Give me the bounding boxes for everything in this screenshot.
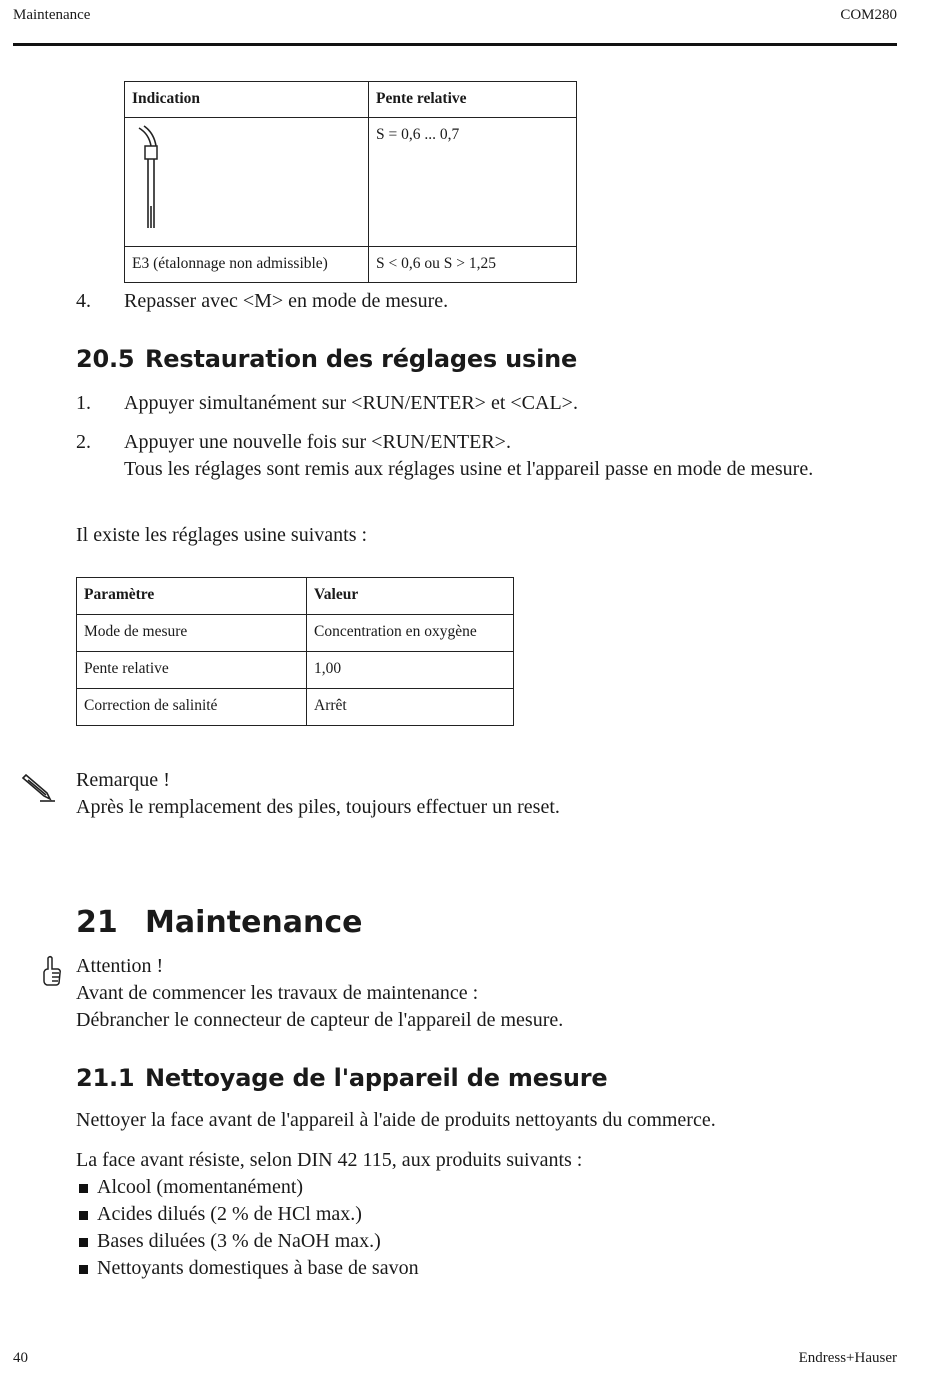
step-4-number: 4. [76, 290, 91, 312]
table2-param: Mode de mesure [77, 615, 307, 652]
table1-indication-cell [125, 118, 369, 247]
note-text: Après le remplacement des piles, toujours effectuer un reset. [76, 796, 560, 818]
chapter-21-title: Maintenance [145, 905, 363, 940]
header-rule [13, 43, 897, 46]
note-title: Remarque ! [76, 769, 170, 791]
table1-header-slope: Pente relative [369, 82, 577, 118]
table2-value: Arrêt [307, 689, 514, 726]
running-header-model: COM280 [840, 7, 897, 23]
footer-brand: Endress+Hauser [798, 1350, 897, 1366]
attention-title: Attention ! [76, 955, 164, 977]
step-4-text: Repasser avec <M> en mode de mesure. [124, 290, 449, 312]
step-2-result: Tous les réglages sont remis aux réglages usine et l'appareil passe en mode de mesure. [124, 458, 814, 480]
section-20-5-number: 20.5 [76, 345, 135, 373]
factory-settings-intro: Il existe les réglages usine suivants : [76, 524, 368, 546]
table2-value: 1,00 [307, 652, 514, 689]
step-1-text: Appuyer simultanément sur <RUN/ENTER> et <CAL>. [124, 392, 578, 414]
section-20-5-title: Restauration des réglages usine [145, 345, 578, 373]
running-header-section: Maintenance [13, 7, 91, 23]
attention-line-2: Débrancher le connecteur de capteur de l'appareil de mesure. [76, 1009, 564, 1031]
pointing-hand-icon [40, 955, 64, 987]
chapter-21-number: 21 [76, 905, 118, 940]
cleaning-paragraph-1: Nettoyer la face avant de l'appareil à l'aide de produits nettoyants du commerce. [76, 1109, 716, 1131]
table2-header-parameter: Paramètre [77, 578, 307, 615]
list-item: Alcool (momentanément) [76, 1174, 419, 1201]
list-item: Acides dilués (2 % de HCl max.) [76, 1201, 419, 1228]
section-21-1-title: Nettoyage de l'appareil de mesure [145, 1064, 608, 1092]
table1-e3-value: S < 0,6 ou S > 1,25 [369, 247, 577, 283]
table1-header-indication: Indication [125, 82, 369, 118]
factory-settings-table [76, 577, 514, 726]
pencil-icon [20, 774, 56, 802]
calibration-indication-table [124, 81, 577, 283]
table2-value: Concentration en oxygène [307, 615, 514, 652]
step-2-text: Appuyer une nouvelle fois sur <RUN/ENTER>. [124, 431, 511, 453]
table1-e3-label: E3 (étalonnage non admissible) [125, 247, 369, 283]
step-1-number: 1. [76, 392, 91, 414]
list-item: Bases diluées (3 % de NaOH max.) [76, 1228, 419, 1255]
table-row [77, 689, 514, 726]
step-2-number: 2. [76, 431, 91, 453]
table1-slope-value: S = 0,6 ... 0,7 [369, 118, 577, 247]
table-row [77, 652, 514, 689]
page-number: 40 [13, 1350, 28, 1366]
cleaning-paragraph-2: La face avant résiste, selon DIN 42 115, aux produits suivants : [76, 1149, 583, 1171]
resistant-products-list [76, 1174, 419, 1282]
table2-header-value: Valeur [307, 578, 514, 615]
list-item: Nettoyants domestiques à base de savon [76, 1255, 419, 1282]
electrode-icon [135, 124, 165, 236]
section-21-1-number: 21.1 [76, 1064, 135, 1092]
table2-param: Correction de salinité [77, 689, 307, 726]
table-row [77, 615, 514, 652]
attention-line-1: Avant de commencer les travaux de maintenance : [76, 982, 479, 1004]
table2-param: Pente relative [77, 652, 307, 689]
